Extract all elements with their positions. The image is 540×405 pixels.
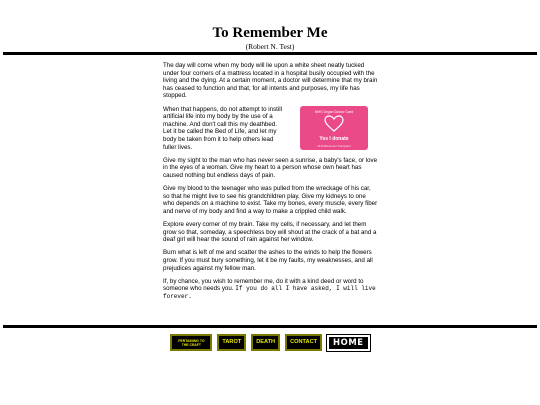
heart-icon [324,115,344,133]
poem-paragraph-2-with-card [163,106,378,152]
nav-home-button[interactable]: HOME [327,335,370,351]
closing-text: If, by chance, you wish to remember me, do it with a kind deed or word to someone who needs you. [163,277,364,293]
nav-death-button[interactable]: DEATH [251,334,280,351]
poem-paragraph-7 [163,278,378,301]
poem-body [163,62,378,306]
poem-paragraph-3: Give my sight to the man who has never seen a sunrise, a baby's face, or love in the eyes of a woman. Give my heart to a person whose own heart has caused nothing but endless days of pain. [163,156,378,179]
page-title: To Remember Me [212,25,328,41]
nav-bar [0,334,540,351]
poem-paragraph-4: Give my blood to the teenager who was pulled from the wreckage of his car, so that he might live to see his grandchildren play. Give my kidneys to one who depends on a machine to exist. Take my bones, every muscle, every fiber and nerve of my body and find a way to make a crippled child walk. [163,185,378,215]
donor-card-title: NHS Organ Donor Card [314,109,354,114]
nav-pertaining-to-the-craft-button[interactable]: PERTAINING TO THE CRAFT [170,334,212,351]
closing-mono-text: If you do all I have asked, I will live forever. [163,285,376,300]
donor-card-subtext: NHS Blood and Transplant [317,143,351,148]
poem-paragraph-1: The day will come when my body will lie upon a white sheet neatly tucked under four corners of a mattress located in a hospital busily occupied with the living and the dying. At a certain moment, a doctor will determine that my brain has ceased to function and that, for all intents and purposes, my life has stopped. [163,62,378,100]
donor-card-yes: Yes I donate [319,135,349,142]
poem-paragraph-2: When that happens, do not attempt to instill artificial life into my body by the use of a machine. And don't call this my deathbed. Let it be called the Bed of Life, and let my body be taken from it to help others lead fuller lives. [163,105,283,151]
poem-paragraph-6: Burn what is left of me and scatter the ashes to the winds to help the flowers grow. If you must bury something, let it be my faults, my weaknesses, and all prejudices against my fellow man. [163,249,373,272]
nav-contact-button[interactable]: CONTACT [285,334,322,351]
organ-donor-card-image [300,106,368,150]
poem-paragraph-5: Explore every corner of my brain. Take my cells, if necessary, and let them grow so that, someday, a speechless boy will shout at the crack of a bat and a deaf girl will hear the sound of rain against her window. [163,221,377,244]
top-divider [3,52,537,55]
bottom-divider [3,325,537,328]
author-credit: (Robert N. Test) [245,42,295,51]
nav-tarot-button[interactable]: TAROT [217,334,246,351]
